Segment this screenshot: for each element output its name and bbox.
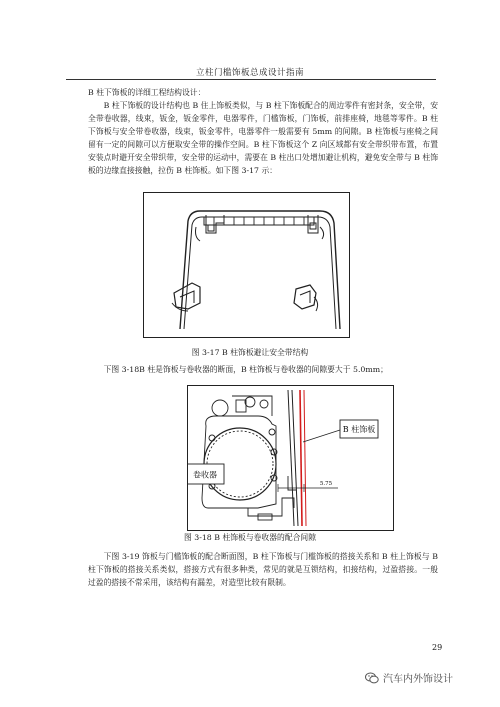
figure-3-18: [187, 385, 394, 531]
watermark-text: 汽车内外饰设计: [383, 674, 453, 685]
figure-3-18-caption: 图 3-18 B 柱饰板与卷收器的配合间隙: [183, 533, 317, 542]
watermark: [365, 670, 453, 685]
figure-3-18-drawing: [188, 386, 393, 530]
label-retractor: 卷收器: [193, 470, 217, 480]
paragraph-2: 下图 3-18B 柱是饰板与卷收器的断面，B 柱饰板与卷收器的间隙要大于 5.0mm；: [103, 365, 388, 374]
figure-3-17-drawing: [144, 193, 349, 337]
figure-3-17-caption: 图 3-17 B 柱饰板避让安全带结构: [191, 348, 309, 357]
section-heading: B 柱下饰板的详细工程结构设计：: [88, 88, 206, 97]
paragraph-1: B 柱下饰板的设计结构也 B 住上饰板类似，与 B 柱下饰板配合的周边零件有密封条，安全带，安全带卷收器，线束，钣金，钣金零件，电器零件，门槛饰板，门饰板，前排座椅，地毯等零件。B 柱下饰板与安全带卷收器，线束，钣金零件，电器零件一般需要有 5mm 的间隙。B 柱饰板与座椅之间留有一定的间隙可以方便取安全带的操作空间。B 柱下饰板这个 Z 向区域都有安全带织带布置，布置安装点时避开安全带织带，安全带的运动中，需要在 B 柱出口处增加避让机构，避免安全带与 B 柱饰板的边缘直接接触，拉伤 B 柱饰板。如下图 3-17 示：: [88, 101, 438, 176]
dimension-label: 5.75: [319, 481, 333, 487]
header-rule: [66, 79, 436, 80]
figure-3-17: [143, 192, 350, 338]
page-number: 29: [432, 643, 443, 652]
label-b-pillar-trim: B 柱饰板: [342, 425, 376, 434]
wechat-icon: [365, 672, 379, 684]
paragraph-3: 下图 3-19 饰板与门槛饰板的配合断面图，B 柱下饰板与门槛饰板的搭接关系和 B 柱上饰板与 B 柱下饰板的搭接关系类似，搭接方式有很多种类，常见的就是互锁结构，扣接结构，过盈搭接。一般过盈的搭接不常采用，该结构有漏差，对造型比较有限制。: [88, 552, 438, 588]
page-header-title: 立柱门槛饰板总成设计指南: [195, 68, 304, 78]
